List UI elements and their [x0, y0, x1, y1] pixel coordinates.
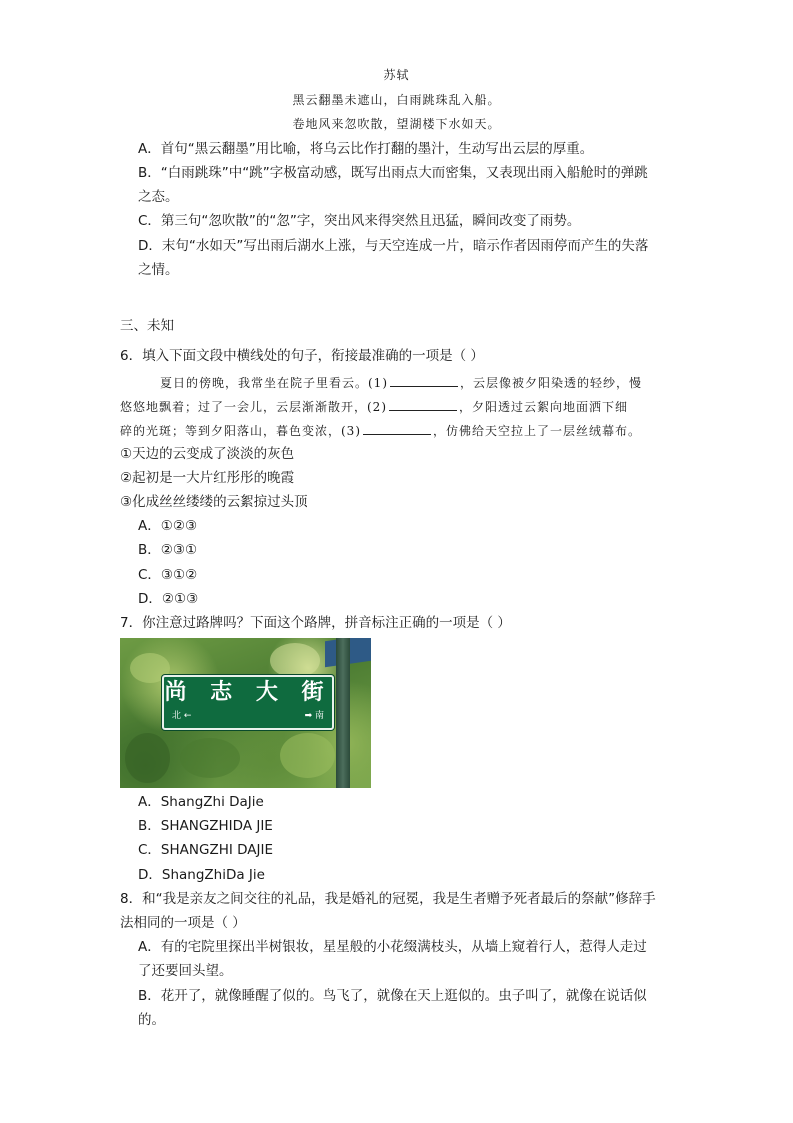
blank-1 [390, 372, 458, 387]
foliage [125, 733, 170, 783]
q5-option-b-line2: 之态。 [138, 189, 179, 205]
q8-option-b-line2: 的。 [138, 1012, 165, 1028]
street-sign-photo [120, 638, 371, 788]
poem-author: 苏轼 [383, 68, 410, 82]
section-title: 三、未知 [120, 318, 174, 334]
south-direction: ➡ 南 [304, 711, 324, 721]
foliage [280, 733, 335, 778]
north-direction: 北 ← [172, 711, 192, 721]
foliage [180, 738, 240, 778]
poem-line-2: 卷地风来忽吹散，望湖楼下水如天。 [292, 117, 501, 131]
blank-2 [389, 396, 457, 411]
q6-option-c: C．③①② [138, 567, 198, 583]
q6-passage-text: ，夕阳透过云絮向地面洒下细 [459, 400, 629, 414]
q7-option-b: B．SHANGZHIDA JIE [138, 818, 273, 834]
q6-passage-line1 [160, 372, 642, 393]
q5-option-d-line2: 之情。 [138, 262, 179, 278]
q6-passage-text: ，仿佛给天空拉上了一层丝绒幕布。 [433, 424, 642, 438]
street-name: 尚 志 大 街 [164, 680, 332, 705]
q6-option-b: B．②③① [138, 542, 198, 558]
q6-option-a: A．①②③ [138, 518, 198, 534]
q6-sentence-2: ②起初是一大片红彤彤的晚霞 [120, 470, 295, 486]
q7-option-a: A．ShangZhi DaJie [138, 794, 264, 810]
street-sign [162, 675, 334, 730]
q8-stem-line1: 8．和“我是亲友之间交往的礼品，我是婚礼的冠冕，我是生者赠予死者最后的祭献”修辞手 [120, 891, 656, 907]
q7-option-c: C．SHANGZHI DAJIE [138, 842, 273, 858]
q6-passage-text: 悠悠地飘着；过了一会儿，云层渐渐散开，(2) [120, 400, 387, 414]
q5-option-c: C．第三句“忽吹散”的“忽”字，突出风来得突然且迅猛，瞬间改变了雨势。 [138, 213, 581, 229]
q6-option-d: D．②①③ [138, 591, 199, 607]
q7-stem: 7．你注意过路牌吗？下面这个路牌，拼音标注正确的一项是（ ） [120, 615, 511, 631]
q6-passage-line2 [120, 396, 628, 417]
q8-stem-line2: 法相同的一项是（ ） [120, 915, 246, 931]
sign-pole [336, 638, 350, 788]
q6-stem: 6．填入下面文段中横线处的句子，衔接最准确的一项是（ ） [120, 348, 484, 364]
q6-sentence-3: ③化成丝丝缕缕的云絮掠过头顶 [120, 494, 308, 510]
q8-option-b-line1: B．花开了，就像睡醒了似的。鸟飞了，就像在天上逛似的。虫子叫了，就像在说话似 [138, 988, 647, 1004]
blank-3 [363, 420, 431, 435]
q6-sentence-1: ①天边的云变成了淡淡的灰色 [120, 446, 295, 462]
q5-option-b-line1: B．“白雨跳珠”中“跳”字极富动感，既写出雨点大而密集，又表现出雨入船舱时的弹跳 [138, 165, 648, 181]
poem-line-1: 黑云翻墨未遮山，白雨跳珠乱入船。 [292, 93, 501, 107]
foliage [270, 643, 320, 678]
q5-option-a: A．首句“黑云翻墨”用比喻，将乌云比作打翻的墨汁，生动写出云层的厚重。 [138, 141, 594, 157]
q8-option-a-line2: 了还要回头望。 [138, 963, 233, 979]
q6-passage-text: 碎的光斑；等到夕阳落山，暮色变浓，(3) [120, 424, 361, 438]
q6-passage-text: 夏日的傍晚，我常坐在院子里看云。(1) [160, 376, 388, 390]
q8-option-a-line1: A．有的宅院里探出半树银妆，星星般的小花缀满枝头，从墙上窥着行人，惹得人走过 [138, 939, 647, 955]
q5-option-d-line1: D．末句“水如天”写出雨后湖水上涨，与天空连成一片，暗示作者因雨停而产生的失落 [138, 238, 649, 254]
q7-option-d: D．ShangZhiDa Jie [138, 867, 265, 883]
q6-passage-line3 [120, 420, 641, 441]
q6-passage-text: ，云层像被夕阳染透的轻纱，慢 [460, 376, 643, 390]
